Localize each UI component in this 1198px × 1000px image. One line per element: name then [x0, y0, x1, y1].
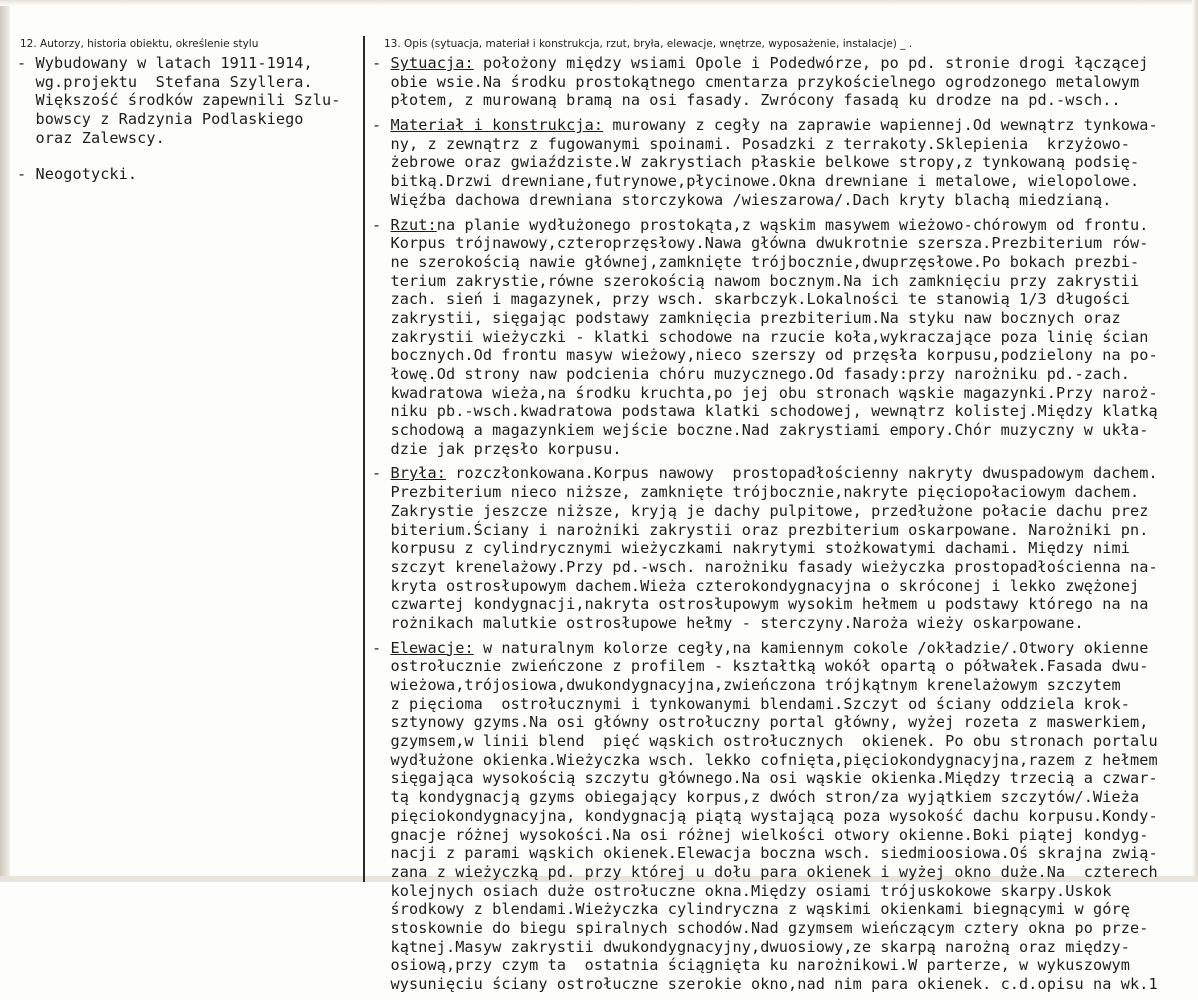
text-line: oraz Zalewscy. [17, 128, 165, 147]
text-line: kryta ostrosłupowym dachem.Wieża czterokondygnacyjna o skróconej i lekko zwężonej [372, 576, 1140, 595]
text-line: na planie wydłużonego prostokąta,z wąskim masywem wieżowo-chórowym od frontu. [436, 215, 1149, 234]
description-entry [372, 116, 1194, 209]
text-line: gzymsem,w linii blend pięć wąskich ostrołucznych okienek. Po obu stronach portalu [372, 732, 1158, 751]
section-keyword: Elewacje: [390, 638, 474, 657]
entry-first-line [372, 639, 1194, 658]
text-line: Prezbiterium nieco niższe, zamknięte trójbocznie,nakryte pięciopołaciowym dachem. [372, 483, 1140, 502]
text-line: zakrystii wieżyczki - klatki schodowe na rzucie koła,wykraczające poza linię ścian [372, 327, 1149, 346]
description-entry [372, 464, 1194, 632]
text-line: ne szerokością nawie głównej,zamknięte trójbocznie,dwuprzęsłowe.Po bokach prezbi- [372, 252, 1140, 271]
text-line: wydłużone okienka.Wieżyczka wsch. lekko cofnięta,pięciokondygnacyjna,razem z hełmem [372, 750, 1158, 769]
authors-history-column [17, 54, 357, 190]
text-line: kolejnych osiach duże ostrołuczne okna.Między osiami trójuskokowe skarpy.Uskok [372, 881, 1112, 900]
text-line: czwartej kondygnacji,nakryta ostrosłupowym wysokim hełmem u podstawy którego na na [372, 595, 1149, 614]
section-keyword: Sytuacja: [390, 54, 474, 72]
text-line: bocznych.Od frontu masyw wieżowy,nieco szerszy od przęsła korpusu,podzielony na po- [372, 346, 1158, 365]
text-line: szczyt krenelażowy.Przy pd.-wsch. narożniku fasady wieżyczka prostopadłościenna na- [372, 557, 1158, 576]
entry-first-line [372, 464, 1194, 483]
text-line: w naturalnym kolorze cegły,na kamiennym cokole /okładzie/.Otwory okienne [473, 638, 1149, 657]
section-12-header: 12. Autorzy, historia obiektu, określenie stylu [20, 38, 259, 50]
description-entry [372, 54, 1194, 110]
text-line: murowany z cegły na zaprawie wapiennej.Od wewnątrz tynkowa- [603, 116, 1158, 135]
bullet-dash: - [372, 215, 391, 234]
bullet-dash: - [372, 638, 391, 657]
text-line: Więźba dachowa drewniana storczykowa /wieszarowa/.Dach kryty blachą miedzianą. [372, 190, 1112, 209]
text-line: gnacje różnej wysokości.Na osi różnej wielkości otwory okienne.Boki piątej kondyg- [372, 825, 1149, 844]
text-line: zana z wieżyczką pd. przy której u dołu para okienek i wyżej okno duże.Na czterech [372, 862, 1158, 881]
text-line: Korpus trójnawowy,czteroprzęsłowy.Nawa główna dwukrotnie szersza.Prezbiterium rów- [372, 234, 1149, 253]
text-line: środkowy z blendami.Wieżyczka cylindryczna z wąskimi okienkami biegnącymi w górę [372, 900, 1130, 919]
text-line: tą kondygnacją gzyms obiegający korpus,z dwóch stron/za wyjątkiem szczytów/.Wieża [372, 788, 1140, 807]
column-divider [363, 36, 365, 882]
text-line: - Neogotycki. [17, 165, 138, 184]
text-line: położony między wsiami Opole i Podedwórze, po pd. stronie drogi łączącej [473, 54, 1149, 72]
bullet-dash: - [372, 464, 391, 483]
text-line: stoskownie do biegu spiralnych schodów.Nad gzymsem wieńczącym cztery okna po prze- [372, 918, 1149, 937]
text-line: wysunięciu ściany ostrołuczne szerokie okno,nad nim para okienek. c.d.opisu na wk.1 [372, 975, 1158, 993]
text-line: rożnikach malutkie ostrosłupowe hełmy - sterczyny.Naroża wieży oskarpowane. [372, 613, 1084, 632]
text-line: płotem, z murowaną bramą na osi fasady. Zwrócony fasadą ku drodze na pd.-wsch.. [372, 91, 1121, 110]
section-keyword: Bryła: [390, 464, 446, 483]
entry-first-line [372, 116, 1194, 135]
scan-top-edge [0, 0, 1198, 6]
text-line: zakrystii, sięgając podstawy zamknięcia prezbiterium.Na styku naw bocznych oraz [372, 308, 1121, 327]
text-line: korpusu z cylindrycznymi wieżyczkami nakrytymi stożkowatymi dachami. Między nimi [372, 539, 1130, 558]
text-line: sięgająca wysokością szczytu głównego.Na osi wąskie okienka.Między trzecią a czwar- [372, 769, 1158, 788]
text-line: zach. sień i magazynek, przy wsch. skarbczyk.Lokalności te stanowią 1/3 długości [372, 290, 1130, 309]
text-line: łowę.Od strony naw podcienia chóru muzycznego.Od fasady:przy narożniku pd.-zach. [372, 365, 1130, 383]
text-line: osiową,przy czym ta ostatnia ściągnięta ku narożnikowi.W parterze, w wykuszowym [372, 956, 1130, 975]
text-line: schodową a magazynkiem wejście boczne.Nad zakrystiami empory.Chór muzyczny w ukła- [372, 421, 1149, 440]
text-line: obie wsie.Na środku prostokątnego cmentarza przykościelnego ogrodzonego metalowym [372, 72, 1140, 91]
section-keyword: Materiał i konstrukcja: [390, 116, 604, 135]
text-line: dzie jak przęsło korpusu. [372, 439, 622, 458]
bullet-dash: - [372, 116, 391, 135]
description-entry [372, 216, 1194, 459]
text-line: - Wybudowany w latach 1911-1914, [17, 54, 313, 72]
text-line: Większość środków zapewnili Szlu- [17, 91, 341, 110]
history-entry [17, 165, 357, 184]
entry-first-line [372, 54, 1194, 73]
text-line: niku pb.-wsch.kwadratowa podstawa klatki schodowej, wewnątrz kolistej.Między klatką [372, 402, 1158, 421]
text-line: wieżowa,trójosiowa,dwukondygnacyjna,zwieńczona trójkątnym krenelażowym szczytem [372, 676, 1121, 694]
text-line: sztynowy gzyms.Na osi główny ostrołuczny portal główny, wyżej rozeta z maswerkiem, [372, 713, 1149, 732]
text-line: bowscy z Radzynia Podlaskiego [17, 110, 304, 129]
scan-left-edge [0, 0, 10, 882]
text-line: rozczłonkowana.Korpus nawowy prostopadłościenny nakryty dwuspadowym dachem. [445, 464, 1158, 483]
text-line: biterium.Ściany i narożniki zakrystii oraz prezbiterium oskarpowane. Narożniki pn. [372, 520, 1149, 539]
description-column [372, 54, 1194, 1000]
section-keyword: Rzut: [390, 215, 437, 234]
text-line: ostrołucznie zwieńczone z profilem - kształtką wokół opartą o półwałek.Fasada dwu- [372, 657, 1149, 676]
description-entry [372, 639, 1194, 994]
history-entry [17, 54, 357, 147]
bullet-dash: - [372, 54, 391, 72]
text-line: wg.projektu Stefana Szyllera. [17, 72, 313, 91]
text-line: z pięcioma ostrołucznymi i tynkowanymi blendami.Szczyt od ściany oddziela krok- [372, 694, 1130, 713]
text-line: bitką.Drzwi drewniane,futrynowe,płycinowe.Okna drewniane i metalowe, wielopolowe. [372, 172, 1140, 191]
entry-first-line [372, 216, 1194, 235]
text-line: żebrowe oraz gwiaździste.W zakrystiach płaskie belkowe stropy,z tynkowaną podsię- [372, 153, 1140, 172]
text-line: ny, z zewnątrz z fugowanymi spoinami. Posadzki z terrakoty.Sklepienia krzyżowo- [372, 134, 1130, 153]
section-13-header: 13. Opis (sytuacja, materiał i konstrukcja, rzut, bryła, elewacje, wnętrze, wyposażenie, instalacje) _ . [384, 38, 913, 50]
text-line: kwadratowa wieża,na środku kruchta,po jej obu stronach wąskie magazynki.Przy naroż- [372, 383, 1158, 402]
text-line: nacji z parami wąskich okienek.Elewacja boczna wsch. siedmioosiowa.Oś skrajna zwią- [372, 844, 1158, 863]
text-line: Zakrystie jeszcze niższe, kryją je dachy pulpitowe, przedłużone połacie dachu prez [372, 501, 1149, 520]
text-line: pięciokondygnacyjna, kondygnacją piątą wystającą poza wysokość dachu korpusu.Kondy- [372, 806, 1158, 825]
text-line: kątnej.Masyw zakrystii dwukondygnacyjny,dwuosiowy,ze skarpą narożną oraz między- [372, 937, 1130, 956]
text-line: terium zakrystie,równe szerokością nawom bocznym.Na ich zamknięciu przy zakrystii [372, 271, 1140, 290]
